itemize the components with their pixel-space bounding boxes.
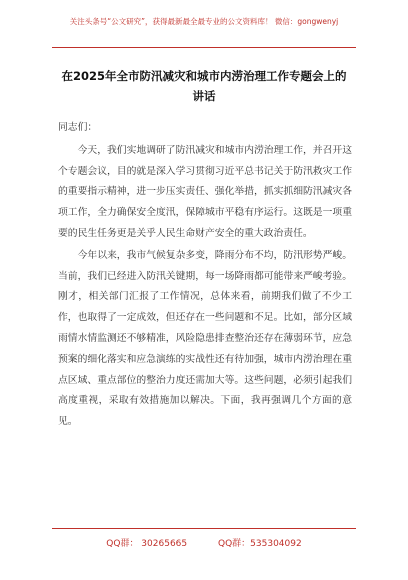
page-header: 关注头条号“公文研究”，获得最新最全最专业的公文资料库！ 微信：gongwenyj	[69, 17, 339, 26]
header-divider	[52, 47, 356, 48]
page-footer	[52, 528, 356, 549]
paragraph: 今天，我们实地调研了防汛减灾和城市内涝治理工作，并召开这个专题会议，目的就是深入学习贯彻习近平总书记关于防汛救灾工作的重要指示精神，进一步压实责任、强化举措，抓实抓细防汛减灾各项工作，全力确保安全度汛，保障城市平稳有序运行。这既是一项重要的民生任务更是关乎人民生命财产安全的重大政治责任。	[58, 144, 352, 239]
footer-qq-group-2: QQ群：535304092	[218, 539, 302, 549]
footer-qq-group-1: QQ群： 30265665	[106, 539, 188, 549]
document-body	[58, 118, 352, 434]
document-title: 在2025年全市防汛减灾和城市内涝治理工作专题会上的讲话	[61, 69, 347, 103]
salutation: 同志们：	[58, 122, 98, 133]
paragraph: 今年以来，我市气候复杂多变，降雨分布不均，防汛形势严峻。当前，我们已经进入防汛关键期，每一场降雨都可能带来严峻考验。刚才，相关部门汇报了工作情况，总体来看，前期我们做了不少工作，也取得了一定成效，但还存在一些问题和不足。比如，部分区域雨情水情监测还不够精准，风险隐患排查整治还存在薄弱环节，应急预案的细化落实和应急演练的实战性还有待加强，城市内涝治理在重点区域、重点部位的整治力度还需加大等。这些问题，必须引起我们高度重视，采取有效措施加以解决。下面，我再强调几个方面的意见。	[58, 249, 352, 428]
